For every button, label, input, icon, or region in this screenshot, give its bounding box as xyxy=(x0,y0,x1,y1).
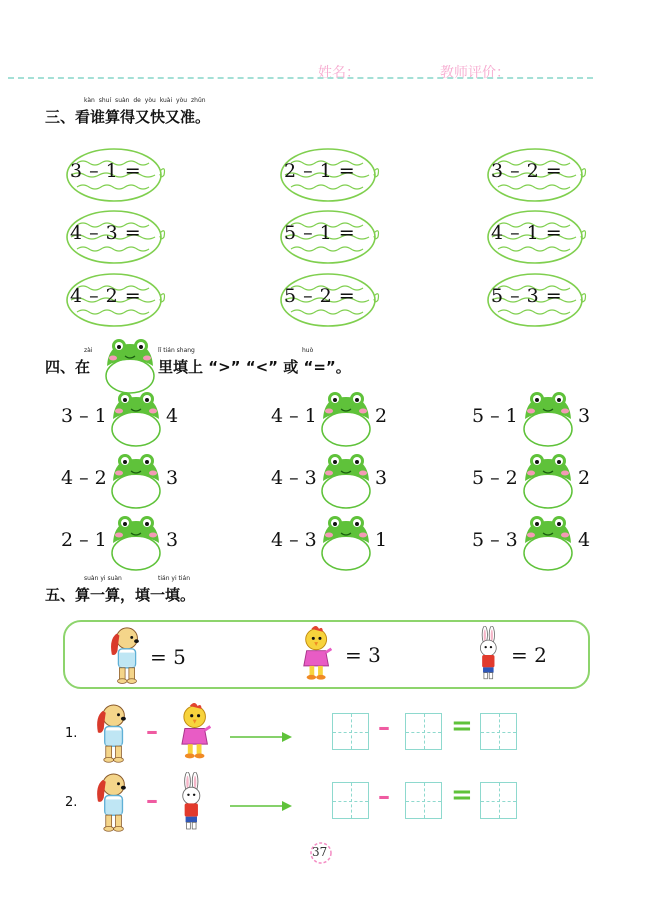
problem-text: 5 – 3 = xyxy=(491,285,563,307)
watermelon-problem xyxy=(65,147,167,203)
compare-left-expr: 4 – 1 xyxy=(271,405,317,427)
minus-sign: – xyxy=(378,782,390,810)
minus-sign: – xyxy=(146,717,158,745)
section4-instruction: 里填上 “>” “<” 或 “=”。 xyxy=(158,358,351,376)
compare-right-value: 3 xyxy=(375,467,388,489)
compare-right-value: 1 xyxy=(375,529,388,551)
compare-right-value: 3 xyxy=(166,529,179,551)
section4-title xyxy=(45,356,90,377)
section4-pinyin-huo: huò xyxy=(302,347,314,354)
frog-answer-box[interactable] xyxy=(522,513,574,571)
compare-left-expr: 4 – 2 xyxy=(61,467,107,489)
compare-left-expr: 5 – 2 xyxy=(472,467,518,489)
problem-text: 3 – 1 = xyxy=(70,160,142,182)
watermelon-problem xyxy=(486,272,588,328)
answer-grid-box[interactable] xyxy=(332,713,369,750)
answer-grid-box[interactable] xyxy=(332,782,369,819)
name-label: 姓名： xyxy=(318,65,360,81)
compare-right-value: 2 xyxy=(578,467,591,489)
dog-icon xyxy=(94,772,129,837)
frog-answer-box[interactable] xyxy=(522,389,574,447)
compare-left-expr: 4 – 3 xyxy=(271,467,317,489)
section5-pinyin-a: suàn yi suàn xyxy=(84,575,122,582)
problem-text: 4 – 3 = xyxy=(70,222,142,244)
compare-left-expr: 2 – 1 xyxy=(61,529,107,551)
watermelon-problem xyxy=(279,147,381,203)
problem-text: 4 – 2 = xyxy=(70,285,142,307)
compare-left-expr: 3 – 1 xyxy=(61,405,107,427)
animal-value: = 3 xyxy=(345,643,381,667)
frog-answer-box[interactable] xyxy=(522,451,574,509)
rabbit-icon xyxy=(476,626,501,686)
frog-answer-box[interactable] xyxy=(110,513,162,571)
section3-number: 三、 xyxy=(45,108,76,126)
section5-title-text: 算一算，填一填。 xyxy=(75,586,196,604)
section5-number: 五、 xyxy=(45,586,76,604)
frog-answer-box[interactable] xyxy=(110,451,162,509)
answer-grid-box[interactable] xyxy=(405,782,442,819)
arrow-icon xyxy=(230,728,292,740)
frog-blank-icon xyxy=(104,336,156,394)
answer-grid-box[interactable] xyxy=(480,713,517,750)
compare-right-value: 3 xyxy=(578,405,591,427)
row-number: 2. xyxy=(65,795,78,810)
answer-grid-box[interactable] xyxy=(480,782,517,819)
section4-word-zai: 在 xyxy=(75,358,91,376)
compare-left-expr: 5 – 3 xyxy=(472,529,518,551)
compare-right-value: 3 xyxy=(166,467,179,489)
chick-icon xyxy=(300,626,332,685)
frog-answer-box[interactable] xyxy=(110,389,162,447)
section5-pinyin-b: tián yi tián xyxy=(158,575,191,582)
compare-right-value: 4 xyxy=(578,529,591,551)
frog-answer-box[interactable] xyxy=(320,389,372,447)
animal-value: = 5 xyxy=(150,645,186,669)
watermelon-problem xyxy=(279,272,381,328)
page-number: 37 xyxy=(312,845,328,859)
compare-left-expr: 4 – 3 xyxy=(271,529,317,551)
dog-icon xyxy=(108,626,142,689)
chick-icon xyxy=(178,703,211,764)
section4-pinyin-zai: zài xyxy=(84,347,93,354)
compare-right-value: 4 xyxy=(166,405,179,427)
problem-text: 5 – 1 = xyxy=(284,222,356,244)
section3-title xyxy=(45,106,210,127)
watermelon-problem xyxy=(65,272,167,328)
watermelon-problem xyxy=(279,209,381,265)
section3-title-text: 看谁算得又快又准。 xyxy=(75,108,211,126)
frog-answer-box[interactable] xyxy=(320,451,372,509)
row-number: 1. xyxy=(65,726,78,741)
minus-sign: – xyxy=(378,713,390,741)
compare-left-expr: 5 – 1 xyxy=(472,405,518,427)
minus-sign: – xyxy=(146,786,158,814)
section4-number: 四、 xyxy=(45,358,76,376)
equals-sign: = xyxy=(451,780,473,810)
section5-title xyxy=(45,584,195,605)
page-number-badge xyxy=(308,840,334,866)
compare-right-value: 2 xyxy=(375,405,388,427)
watermelon-problem xyxy=(65,209,167,265)
watermelon-problem xyxy=(486,147,588,203)
rabbit-icon xyxy=(178,772,205,837)
arrow-icon xyxy=(230,797,292,809)
section4-pinyin-li: lǐ tián shang xyxy=(158,347,195,354)
problem-text: 4 – 1 = xyxy=(491,222,563,244)
dog-icon xyxy=(94,703,129,768)
section3-pinyin: kàn shuí suàn de yòu kuài yòu zhǔn xyxy=(84,97,206,104)
watermelon-problem xyxy=(486,209,588,265)
frog-answer-box[interactable] xyxy=(320,513,372,571)
problem-text: 2 – 1 = xyxy=(284,160,356,182)
equals-sign: = xyxy=(451,711,473,741)
header-divider xyxy=(8,77,593,79)
problem-text: 5 – 2 = xyxy=(284,285,356,307)
animal-value: = 2 xyxy=(511,643,547,667)
teacher-eval-label: 教师评价： xyxy=(440,65,510,81)
problem-text: 3 – 2 = xyxy=(491,160,563,182)
answer-grid-box[interactable] xyxy=(405,713,442,750)
